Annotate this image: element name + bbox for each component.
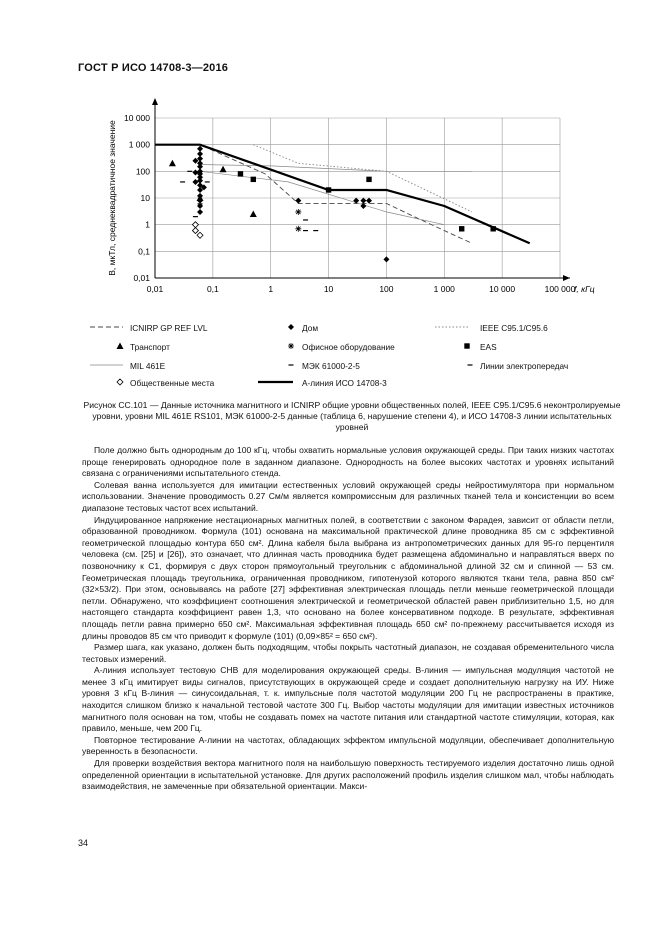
paragraph-1: Поле должно быть однородным до 100 кГц, чтобы охватить нормальные условия окружающей среды. При таких низких частотах проще генерировать однородное поле в заданном диапазоне. Однородность на более высоких частотах и уровнях испытаний связана с ограничениями испытательного стенда. [82,445,614,479]
legend-office: Офисное оборудование [302,342,395,352]
data-point-dom [366,198,372,204]
data-point-dom [383,256,389,262]
data-point-eas [490,226,495,231]
paragraph-7: Для проверки воздействия вектора магнитного поля на наибольшую поверхность тестируемого изделия достаточно лишь одной определенной ориентации в испытательной установке. Для других расположений профиль изделия слишком мал, чтобы наблюдать взаимодействия, не замеченные при обязательной ориентации. Макси- [82,758,614,792]
data-point-public [192,222,198,228]
legend-dom: Дом [302,323,319,333]
legend-swatch-dom [288,324,294,330]
data-point-eas [238,171,243,176]
y-tick-label: 1 [145,219,150,230]
y-tick-label: 0,01 [133,273,150,283]
data-point-office [295,226,301,232]
legend-eas: EAS [480,342,497,352]
series-line-thin [200,165,472,172]
legend-power: Линии электропередач [480,361,569,371]
y-axis-label: B, мкТл, среднеквадратичное значение [107,120,117,276]
legend-swatch-office [288,343,294,349]
legend-swatch-eas [464,343,469,348]
data-point-dom [353,198,359,204]
data-point-transport [250,211,257,218]
x-tick-label: 100 [379,284,394,294]
y-axis-arrow [152,98,158,105]
x-tick-label: 0,1 [206,284,219,294]
data-point-dom [197,209,203,215]
figure-caption: Рисунок CC.101 — Данные источника магнитного и ICNIRP общие уровни общественных полей, IEEE C95.1/C95.6 неконтролируемые уровни, уровни MIL 461E RS101, МЭК 61000-2-5 данные (таблица 6, нарушение степени 4), и ИСО 14708-3 линии испытательных уровней [83,400,621,432]
data-point-eas [459,226,464,231]
data-point-dom [192,170,198,176]
data-point-dom [360,198,366,204]
data-point-dom [295,198,301,204]
data-point-transport [169,160,176,167]
data-point-eas [366,177,371,182]
data-point-eas [251,177,256,182]
data-point-eas [326,187,331,192]
y-tick-label: 0,1 [138,246,150,257]
y-tick-label: 10 000 [124,113,150,123]
data-point-dom [192,179,198,185]
data-point-transport [220,166,227,173]
legend-ieee: IEEE C95.1/C95.6 [480,323,548,333]
data-point-public [197,232,203,238]
paragraph-5: А-линия использует тестовую СНВ для моделирования окружающей среды. В-линия — импульсная модуляция частотой не менее 3 кГц имитирует виды сигналов, присутствующих в окружающей среде и создает дополнительную нагрузку на ИУ. Ниже уровня 3 кГц В-линия — синусоидальная, т. к. импульсные поля частотой модуляции 200 Гц не распространены в практике, находится слишком близко к начальной тестовой частоте 300 Гц. Выбор частоты модуляции для имитации известных источников магнитного поля основан на том, чтобы не создавать помех на частоте питания или стандартной частоте стимуляции, которая, как правило, меньше, чем 200 Гц. [82,665,614,734]
x-axis-label: f, кГц [574,284,595,294]
x-tick-label: 10 [323,284,334,294]
legend-transport: Транспорт [130,342,170,352]
y-tick-label: 100 [135,166,150,177]
legend-icnirp: ICNIRP GP REF LVL [130,323,208,333]
y-tick-label: 10 [140,193,150,203]
legend-public: Общественные места [130,378,215,388]
document-header: ГОСТ Р ИСО 14708-3—2016 [78,62,229,74]
legend-swatch-public [117,379,123,385]
legend-mil: MIL 461E [130,361,166,371]
paragraph-2: Солевая ванна используется для имитации естественных условий окружающей среды нейростимулятора при нормальном использовании. Значение проводимость 0.27 См/м является компромиссным для различных тканей тела и консистенции во всем диапазоне тестовых частот всех испытаний. [82,479,614,513]
legend-swatch-transport [117,343,124,350]
legend-aline: А-линия ИСО 14708-3 [302,378,387,388]
paragraph-4: Размер шага, как указано, должен быть подходящим, чтобы покрыть частотный диапазон, не создавая обременительного числа тестовых измерений. [82,642,614,664]
x-tick-label: 0,01 [146,284,164,294]
series-line-thick [155,145,530,244]
data-point-office [295,209,301,215]
y-tick-label: 1 000 [128,139,150,150]
paragraph-3: Индуцированное напряжение нестационарных магнитных полей, в соответствии с законом Фарадея, зависит от области петли, образованной проводником. Формула (101) основана на максимальной практической длине проводника 85 см с эффективной геометрической площадью контура 650 см². Длина кабеля была выбрана из антропометрических данных для 95-го перцентиля человека (см. [25] и [26]), это означает, что длинная часть проводника будет размещена абдоминально и направляться вверх по позвоночнику к C1, формируя с двух сторон прямоугольный треугольник с абдоминальной длиной 32 см и спинной — 53 см. Геометрическая площадь треугольника, ограниченная проводником, гипотенузой которого являются ткани тела, равна 850 см² (32×53/2). При этом, основываясь на работе [27] эффективная электрическая площадь петли меньше геометрической площади петли. Обнаружено, что коэффициент соотношения электрической и геометрической областей равен приблизительно 1,5, но для настоящего стандарта коэффициент равен 1,3, что основано на более консервативном подходе. В результате, эффективная площадь петли равна примерно 650 см². Максимальная эффективная площадь 650 см² по-прежнему рассчитывается исходя из длины проводов 85 см что приводит к формуле (101) (0,09×85² = 650 см²). [82,514,614,641]
x-tick-label: 100 000 [544,284,576,294]
body-text [82,445,614,793]
paragraph-6: Повторное тестирование А-линии на частотах, обладающих эффектом импульсной модуляции, обеспечивает дополнительную уверенность в безопасности. [82,734,614,757]
x-tick-label: 1 000 [433,284,455,294]
x-tick-label: 10 000 [489,284,516,294]
x-axis-arrow [563,275,570,281]
legend-mek: МЭК 61000-2-5 [302,361,360,371]
data-point-dom [197,146,203,152]
data-point-public [192,228,198,234]
series-line-dashed [155,145,472,244]
page-number: 34 [78,838,89,848]
magnetic-field-chart [0,0,661,400]
x-tick-label: 1 [268,284,274,294]
